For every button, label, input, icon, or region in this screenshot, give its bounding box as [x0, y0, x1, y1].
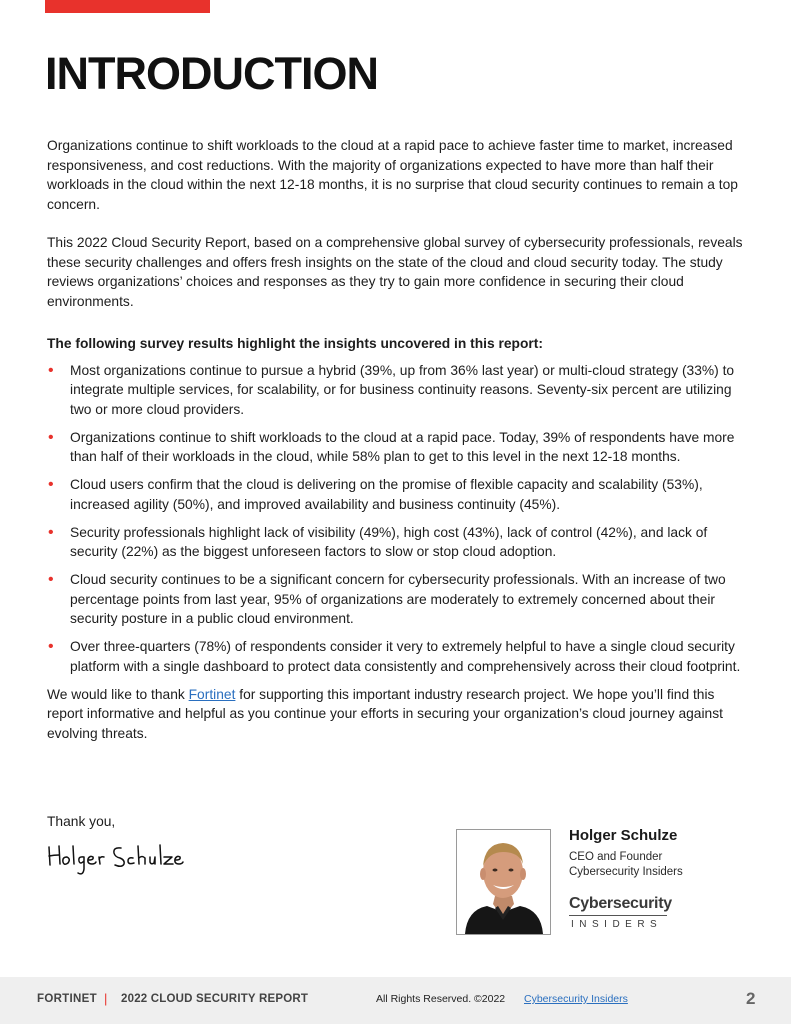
bullet-icon: • — [48, 476, 54, 493]
author-title — [569, 850, 683, 880]
page-title: INTRODUCTION — [45, 48, 378, 99]
footer-report-title: 2022 CLOUD SECURITY REPORT — [121, 993, 309, 1005]
list-item-text: Over three-quarters (78%) of respondents consider it very to extremely helpful to have a single cloud security platform with a single dashboard to protect data consistently and comprehensively across their cloud footprint. — [70, 639, 741, 674]
signature — [47, 843, 197, 884]
bullet-icon: • — [48, 361, 54, 379]
list-item — [47, 475, 747, 514]
bullet-icon: • — [48, 638, 54, 655]
bullet-icon: • — [48, 523, 54, 541]
logo-word: Cybersecurity — [569, 895, 672, 912]
footer-rights: All Rights Reserved. ©2022 — [376, 993, 506, 1005]
intro-paragraph-1: Organizations continue to shift workloads to the cloud at a rapid pace to achieve faster time to market, increased responsiveness, and cost reductions. With the majority of organizations expected to have more than half their workloads in the cloud within the next 12-18 months, it is no surprise that cloud security continues to remain a top concern. — [47, 138, 738, 212]
highlights-heading: The following survey results highlight the insights uncovered in this report: — [47, 336, 543, 351]
footer-cybersecurity-insiders-link[interactable]: Cybersecurity Insiders — [524, 993, 628, 1005]
author-company: Cybersecurity Insiders — [569, 866, 683, 878]
thanks-text-before: We would like to thank — [47, 686, 189, 702]
intro-paragraph-2: This 2022 Cloud Security Report, based on a comprehensive global survey of cybersecurity professionals, reveals these security challenges and offers fresh insights on the state of the cloud and cloud security today. The study reviews organizations’ choices and responses as they try to gain more confidence in securing their cloud environments. — [47, 235, 743, 309]
list-item — [47, 523, 747, 562]
signature-icon — [47, 843, 197, 879]
portrait-image — [457, 830, 550, 934]
list-item-text: Cloud users confirm that the cloud is delivering on the promise of flexible capacity and scalability (53%), increased agility (50%), and improved availability and business continuity (45%). — [70, 477, 703, 512]
thanks-paragraph — [47, 685, 747, 744]
page-footer — [0, 977, 791, 1024]
bullet-icon: • — [48, 571, 54, 588]
list-item — [47, 361, 747, 420]
logo-subtitle: INSIDERS — [571, 919, 663, 930]
bullet-icon: • — [48, 428, 54, 446]
author-name: Holger Schulze — [569, 827, 678, 844]
thanks-text-after: for supporting this important industry research project. We hope you’ll find this report informative and helpful as you continue your efforts in securing your organization’s cloud journey against evolving threats. — [47, 686, 723, 741]
fortinet-link[interactable]: Fortinet — [188, 686, 236, 702]
header-accent-bar — [45, 0, 210, 13]
highlights-list — [47, 361, 747, 677]
list-item — [47, 428, 747, 467]
list-item-text: Most organizations continue to pursue a hybrid (39%, up from 36% last year) or multi-cloud strategy (33%) to integrate multiple services, for scalability, or for business continuity reasons. Seventy-six percent are utilizing two or more cloud providers. — [70, 362, 735, 417]
logo-divider — [569, 915, 667, 916]
author-photo — [456, 829, 551, 935]
footer-brand: FORTINET — [37, 993, 97, 1005]
footer-separator: | — [104, 991, 108, 1006]
list-item-text: Organizations continue to shift workloads to the cloud at a rapid pace. Today, 39% of respondents have more than half of their workloads in the cloud, while 58% plan to get to this level in the next 12-18 months. — [70, 429, 735, 464]
main-content — [47, 136, 747, 743]
thank-you-text: Thank you, — [47, 814, 116, 829]
author-role: CEO and Founder — [569, 851, 663, 863]
list-item-text: Security professionals highlight lack of visibility (49%), high cost (43%), lack of control (42%), and lack of security (22%) as the biggest unforeseen factors to slow or stop cloud adoption. — [70, 524, 708, 559]
list-item — [47, 637, 747, 676]
page-number: 2 — [746, 989, 756, 1008]
cybersecurity-insiders-logo — [569, 895, 679, 930]
list-item-text: Cloud security continues to be a significant concern for cybersecurity professionals. With an increase of two percentage points from last year, 95% of organizations are moderately to extremely concerned about their security posture in a public cloud environment. — [70, 572, 726, 626]
list-item — [47, 570, 747, 629]
